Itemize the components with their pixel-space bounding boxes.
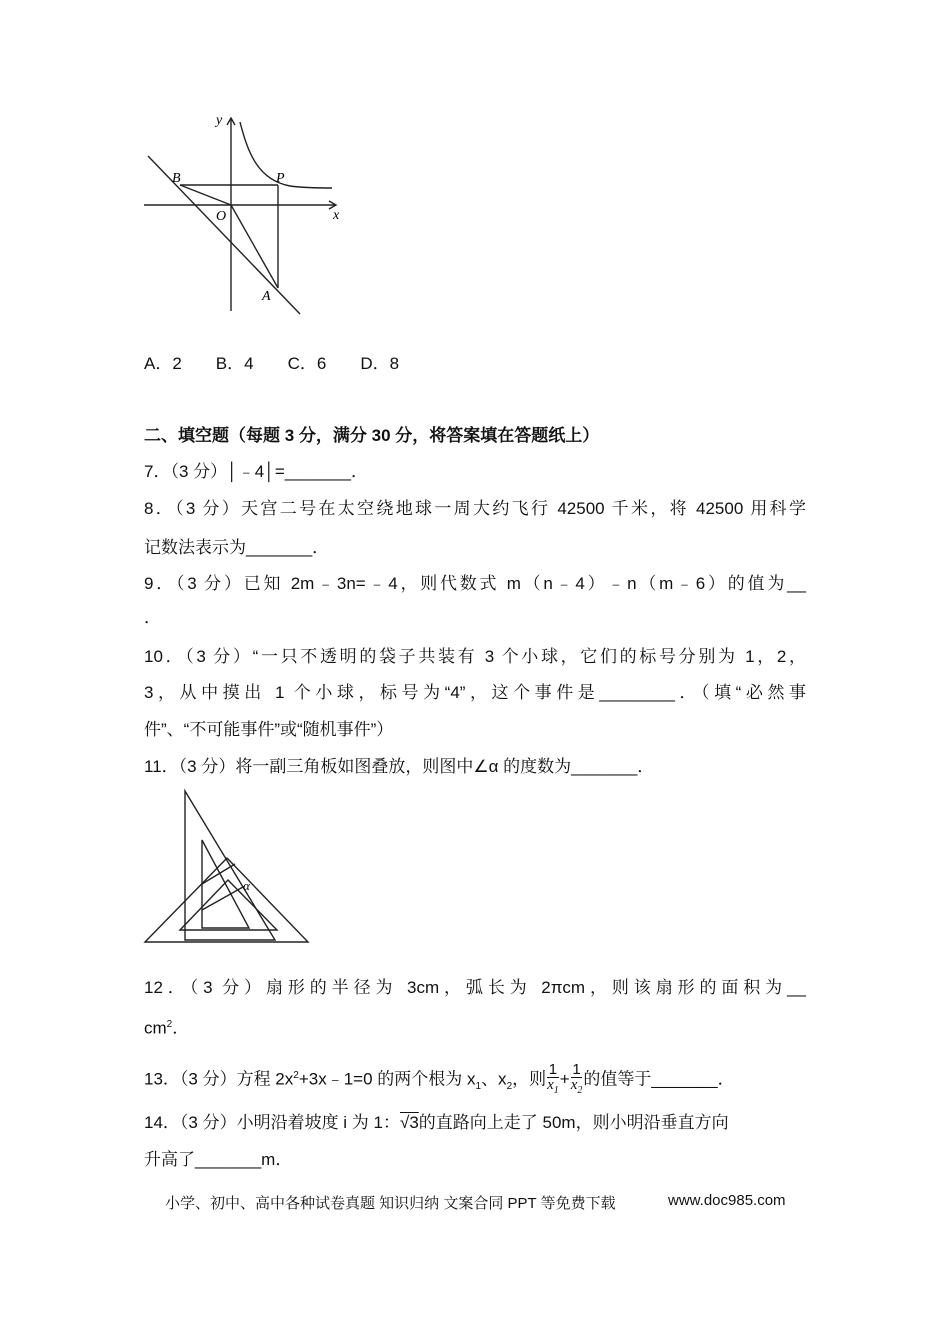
q14-part-b: 的直路向上走了 50m，则小明沿垂直方向	[418, 1113, 729, 1132]
label-a: A	[262, 289, 271, 304]
question-14-line-1	[144, 1111, 729, 1135]
q12-unit-exponent: 2	[166, 1019, 173, 1030]
label-x: x	[333, 208, 340, 223]
label-o: O	[216, 209, 227, 224]
q13-sup: 2	[293, 1070, 299, 1081]
q13-plus: +	[559, 1069, 570, 1089]
section-2-heading: 二、填空题（每题 3 分，满分 30 分，将答案填在答题纸上）	[144, 426, 600, 445]
label-p: P	[276, 171, 285, 186]
question-7: 7．（3 分）│﹣4│=_______．	[144, 462, 368, 481]
q6-options: A．2 B．4 C．6 D．8	[144, 354, 400, 373]
question-8-line-2: 记数法表示为_______．	[144, 538, 330, 557]
q13-fraction-2: $\frac{1}{x_2}$	[570, 1061, 583, 1097]
q13-comma: 、x	[481, 1069, 507, 1089]
figure-set-squares	[140, 788, 315, 950]
q13-mid: +3x﹣1=0 的两个根为 x	[298, 1069, 476, 1089]
q13-fraction-1: $\frac{1}{x_1}$	[547, 1061, 559, 1097]
question-9-line-1: 9．（3 分）已知 2m﹣3n=﹣4，则代数式 m（n﹣4）﹣n（m﹣6）的值为__	[144, 574, 806, 593]
question-10-line-2: 3，从中摸出 1 个小球，标号为“4”，这个事件是________．（填“必然事	[144, 683, 806, 702]
q14-part-a: 14．（3 分）小明沿着坡度 i 为 1：	[144, 1113, 400, 1132]
q12-unit: cm	[144, 1018, 167, 1038]
question-9-line-2: ．	[144, 608, 161, 627]
footer-text: 小学、初中、高中各种试卷真题 知识归纳 文案合同 PPT 等免费下载	[165, 1195, 616, 1212]
q13-then: ，则	[512, 1069, 547, 1089]
question-13	[144, 1058, 735, 1105]
q13-prefix: 13．（3 分）方程 2x	[144, 1069, 294, 1089]
q13-sub1: 1	[475, 1081, 482, 1093]
footer-url[interactable]: www.doc985.com	[668, 1192, 786, 1209]
question-10-line-3: 件”、“不可能事件”或“随机事件”）	[144, 720, 394, 739]
question-12-line-2	[144, 1013, 189, 1041]
figure-coordinate-graph	[140, 108, 350, 323]
question-12-line-1: 12．（3 分）扇形的半径为 3cm，弧长为 2πcm，则该扇形的面积为__	[144, 978, 806, 997]
q13-sub2: 2	[506, 1081, 513, 1093]
label-alpha: α	[243, 878, 250, 893]
label-b: B	[172, 171, 181, 186]
question-11: 11．（3 分）将一副三角板如图叠放，则图中∠α 的度数为_______．	[144, 757, 655, 776]
question-14-line-2: 升高了_______m．	[144, 1150, 293, 1169]
question-8-line-1: 8．（3 分）天宫二号在太空绕地球一周大约飞行 42500 千米，将 42500 用科学	[144, 499, 806, 518]
label-y: y	[216, 113, 223, 128]
q14-sqrt: √3	[400, 1113, 419, 1132]
q12-end: ．	[172, 1018, 190, 1038]
question-10-line-1: 10．（3 分）“一只不透明的袋子共装有 3 个小球，它们的标号分别为 1，2，	[144, 647, 806, 666]
q13-suffix: 的值等于_______．	[583, 1069, 735, 1089]
